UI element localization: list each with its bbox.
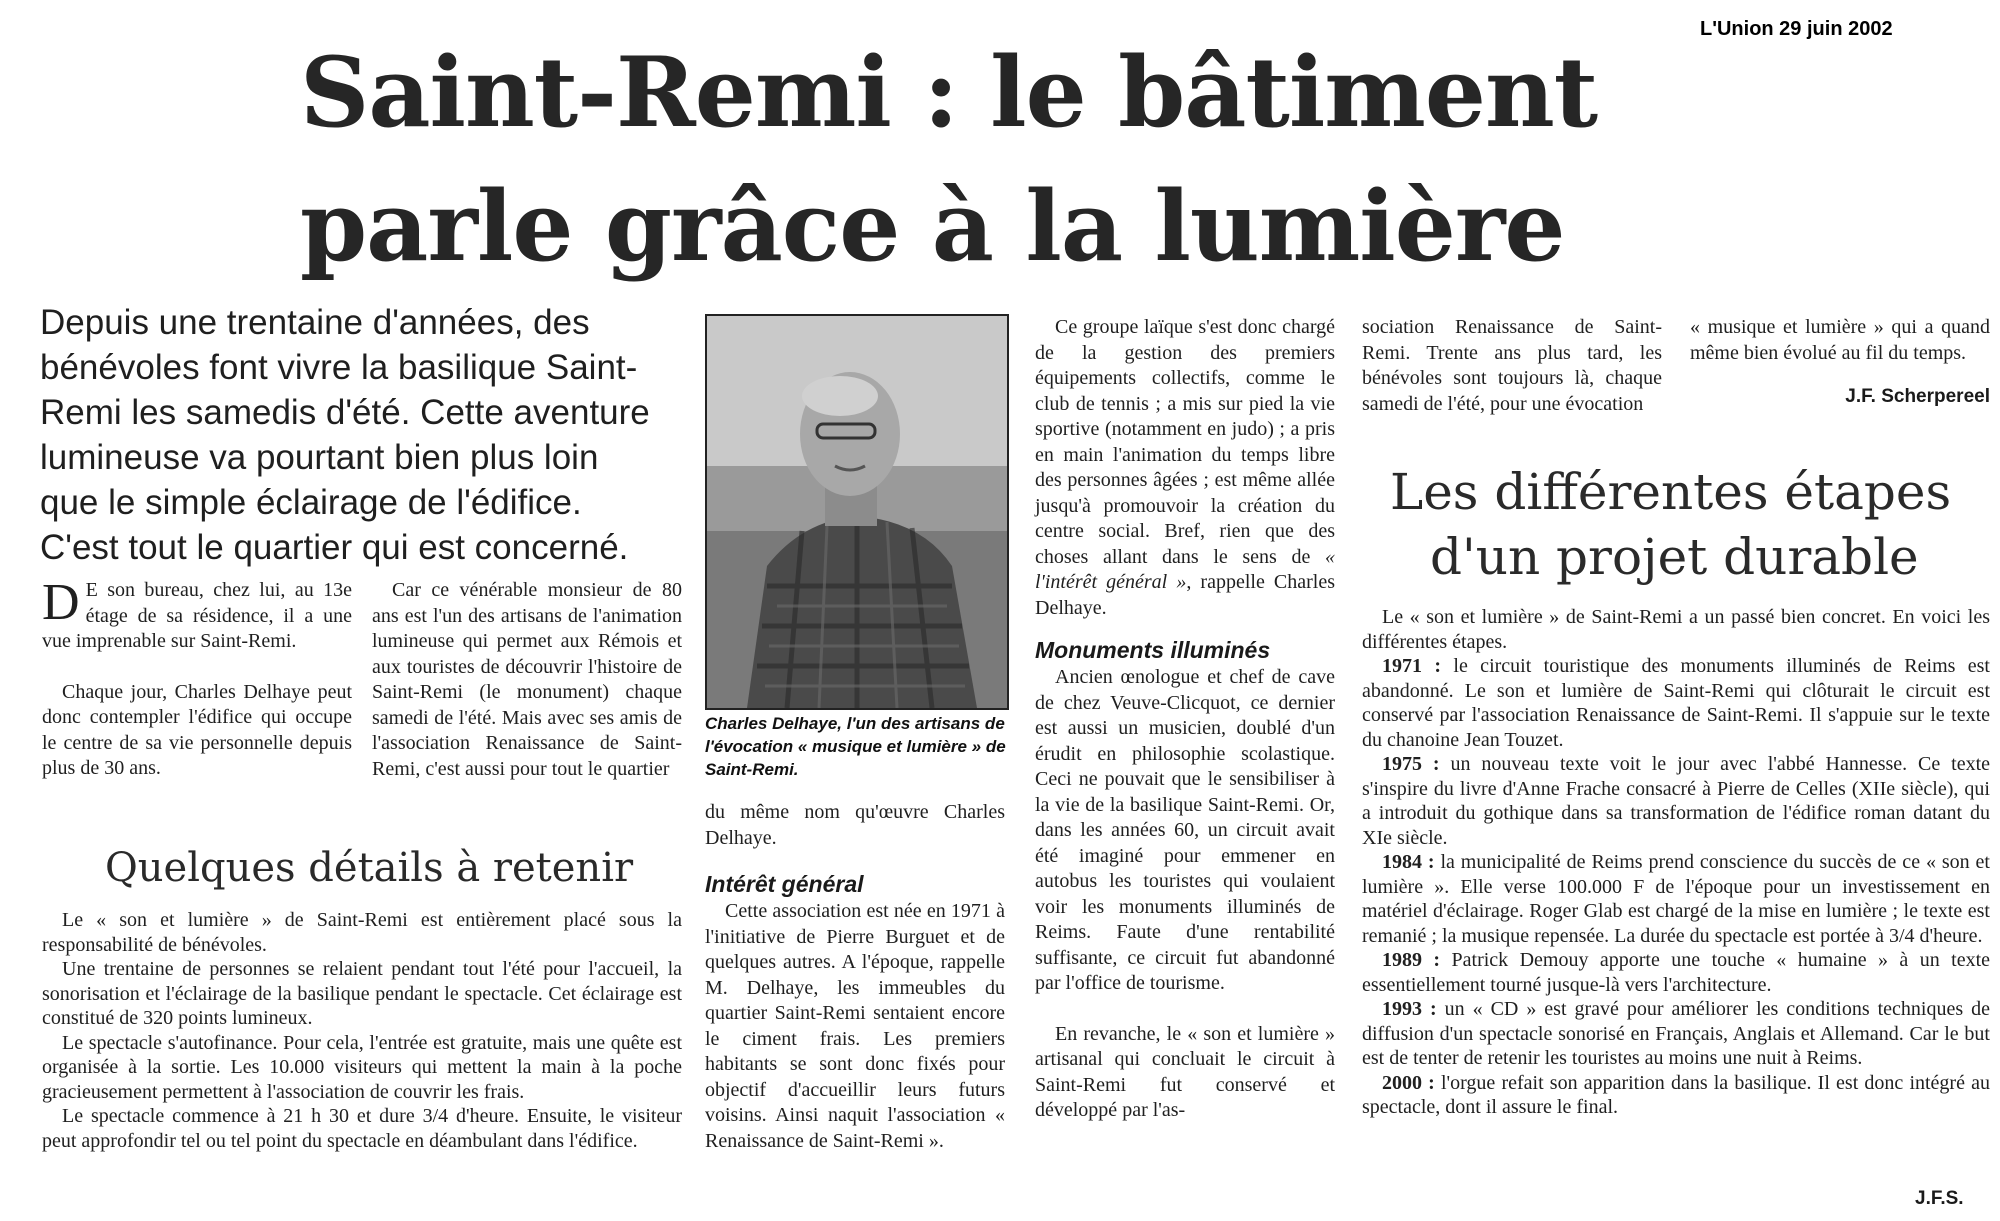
box-paragraph: Une trentaine de personnes se relaient pendant tout l'été pour l'accueil, la sonorisation et l'éclairage de la basilique pendant le spectacle. Cet éclairage est constitué de 320 points lumineux. — [42, 958, 682, 1029]
standfirst-line: C'est tout le quartier qui est concerné. — [40, 528, 629, 567]
source-date: L'Union 29 juin 2002 — [1700, 18, 1893, 40]
headline-line1: Saint-Remi : le bâtiment — [300, 36, 1598, 149]
drop-cap: D — [42, 574, 80, 631]
article-paragraph: Ancien œnologue et chef de cave de chez Veuve-Clicquot, ce dernier est aussi un musicien, doublé d'un érudit en philosophie scolastique. Ceci ne pouvait que le sensibiliser à la vie de la basilique Saint-Remi. Or, dans les années 60, un circuit avait été imaginé pour emmener en autobus les touristes qui voulaient voir les monuments illuminés de Reims. Faute d'une rentabilité suffisante, ce circuit fut abandonné par l'office de tourisme. — [1035, 666, 1335, 994]
box-title-etapes-line1: Les différentes étapes — [1390, 463, 1952, 521]
article-paragraph: E son bureau, chez lui, au 13e étage de sa résidence, il a une vue imprenable sur Saint-Remi. — [42, 579, 352, 652]
timeline-item: 1975 : un nouveau texte voit le jour avec l'abbé Hannesse. Ce texte s'inspire du livre d'Anne Frache consacré à Pierre de Celles (XIIe siècle), qui a introduit du gothique dans sa transformation de l'édifice roman datant du XIe siècle. — [1362, 753, 1990, 849]
standfirst-line: que le simple éclairage de l'édifice. — [40, 483, 582, 522]
timeline-item: 1971 : le circuit touristique des monuments illuminés de Reims est abandonné. Le son et lumière de Saint-Remi qui clôturait le circuit est conservé par l'association Renaissance de Saint-Remi. Il s'appuie sur le texte du chanoine Jean Touzet. — [1362, 655, 1990, 751]
timeline-box — [1362, 605, 1990, 1120]
box-paragraph: Le spectacle s'autofinance. Pour cela, l'entrée est gratuite, mais une quête est organisée à la sortie. Les 10.000 visiteurs qui mettent la main à la poche gracieusement permettent à l'association de couvrir les frais. — [42, 1031, 682, 1103]
article-column-3 — [705, 800, 1005, 1154]
timeline-item: 2000 : l'orgue refait son apparition dans la basilique. Il est donc intégré au spectacle, dont il assure le final. — [1362, 1071, 1990, 1118]
article-paragraph: sociation Renaissance de Saint-Remi. Trente ans plus tard, les bénévoles sont toujours là, chaque samedi de l'été, pour une évocation — [1362, 316, 1662, 415]
article-paragraph: En revanche, le « son et lumière » artisanal qui concluait le circuit à Saint-Remi fut conservé et développé par l'as- — [1035, 1022, 1335, 1121]
photo-caption: Charles Delhaye, l'un des artisans de l'évocation « musique et lumière » de Saint-Remi. — [705, 714, 1006, 779]
article-paragraph: Car ce vénérable monsieur de 80 ans est l'un des artisans de l'animation lumineuse qui permet aux Rémois et aux touristes de découvrir l'histoire de Saint-Remi (le monument) chaque samedi de l'été. Mais avec ses amis de l'association Renaissance de Saint-Remi, c'est aussi pour tout le quartier — [372, 579, 682, 780]
article-paragraph: du même nom qu'œuvre Charles Delhaye. — [705, 801, 1005, 849]
standfirst-line: Depuis une trentaine d'années, des — [40, 303, 590, 342]
box-signature: J.F.S. — [1915, 1188, 1964, 1209]
article-column-5 — [1362, 315, 1662, 417]
details-box — [42, 908, 682, 1153]
subheading-interet-general: Intérêt général — [705, 871, 864, 897]
timeline-item: 1984 : la municipalité de Reims prend conscience du succès de ce « son et lumière ». Elle verse 100.000 F de l'époque pour un investissement en matériel d'éclairage. Roger Glab est chargé de la mise en lumière ; le texte est remanié ; la musique repensée. La durée du spectacle est portée à 3/4 d'heure. — [1362, 851, 1990, 947]
standfirst-line: lumineuse va pourtant bien plus loin — [40, 438, 599, 477]
box-title-etapes-line2: d'un projet durable — [1430, 528, 1919, 586]
article-column-1 — [42, 574, 352, 782]
timeline-intro: Le « son et lumière » de Saint-Remi a un passé bien concret. En voici les différentes étapes. — [1362, 606, 1990, 653]
timeline-item: 1989 : Patrick Demouy apporte une touche « humaine » à un texte essentiellement tourné jusque-là vers l'architecture. — [1362, 949, 1991, 996]
author-signature: J.F. Scherpereel — [1845, 386, 1990, 407]
box-title-details: Quelques détails à retenir — [105, 845, 634, 891]
article-paragraph: « musique et lumière » qui a quand même bien évolué au fil du temps. — [1690, 316, 1990, 364]
article-column-4 — [1035, 315, 1335, 1124]
standfirst-line: Remi les samedis d'été. Cette aventure — [40, 393, 650, 432]
article-column-6 — [1690, 315, 1990, 410]
box-paragraph: Le spectacle commence à 21 h 30 et dure 3/4 d'heure. Ensuite, le visiteur peut approfondir tel ou tel point du spectacle en déambulant dans l'édifice. — [42, 1105, 682, 1152]
article-paragraph: Chaque jour, Charles Delhaye peut donc contempler l'édifice qui occupe le centre de sa vie personnelle depuis plus de 30 ans. — [42, 680, 352, 779]
article-paragraph: Ce groupe laïque s'est donc chargé de la gestion des premiers équipements collectifs, comme le club de tennis ; a mis sur pied la vie sportive (notamment en judo) ; a pris en main l'animation du temps libre des personnes âgées ; est même allée jusqu'à promouvoir la création du centre social. Bref, rien que des choses allant dans le sens de « l'intérêt général », rappelle Charles Delhaye. — [1035, 316, 1336, 619]
timeline-item: 1993 : un « CD » est gravé pour améliorer les conditions techniques de diffusion d'un spectacle sonorisé en Français, Anglais et Allemand. Car le but est de tenter de retenir les touristes au moins une nuit à Reims. — [1362, 998, 1990, 1069]
standfirst — [40, 300, 680, 570]
headline-line2: parle grâce à la lumière — [300, 170, 1565, 283]
portrait-photo — [705, 314, 1009, 710]
subheading-monuments-illumines: Monuments illuminés — [1035, 637, 1271, 663]
article-column-2 — [372, 578, 682, 782]
article-paragraph: Cette association est née en 1971 à l'initiative de Pierre Burguet et de quelques autres. A l'époque, rappelle M. Delhaye, les immeubles du quartier Saint-Remi sentaient encore le ciment frais. Les premiers habitants se sont donc fixés pour objectif d'accueillir leurs futurs voisins. Ainsi naquit l'association « Renaissance de Saint-Remi ». — [705, 900, 1005, 1152]
box-paragraph: Le « son et lumière » de Saint-Remi est entièrement placé sous la responsabilité de bénévoles. — [42, 909, 682, 956]
standfirst-line: bénévoles font vivre la basilique Saint- — [40, 348, 638, 387]
portrait-figure — [707, 316, 1007, 708]
